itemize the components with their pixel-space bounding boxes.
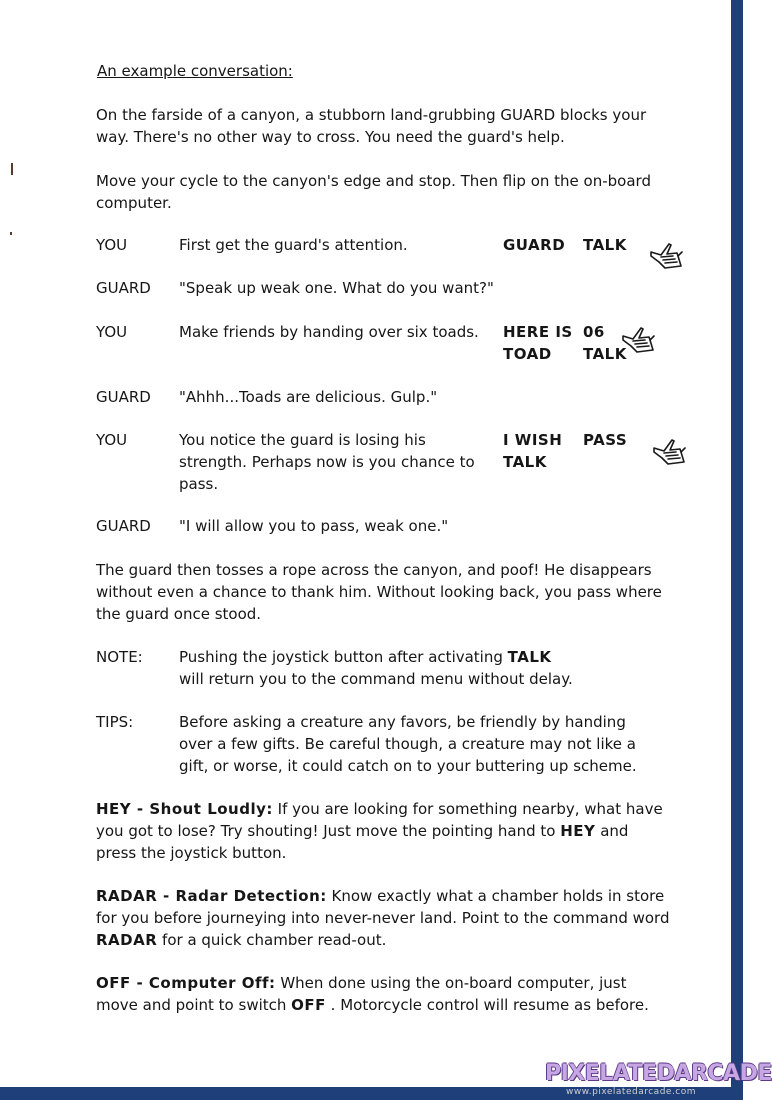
section-title: OFF - Computer Off: [96, 974, 276, 992]
intro-paragraph-2: Move your cycle to the canyon's edge and stop. Then flip on the on-board computer. [96, 172, 651, 212]
watermark-logo: PIXELATEDARCADE [545, 1061, 772, 1086]
section-heading: An example conversation: [97, 62, 293, 80]
command-word: TALK [583, 345, 627, 363]
section-text: and press the joystick button. [96, 822, 629, 862]
speaker-label: YOU [96, 431, 128, 449]
speaker-label: GUARD [96, 517, 151, 535]
dialogue-line: You notice the guard is losing his strength. Perhaps now is you chance to pass. [179, 431, 475, 493]
speaker-label: YOU [96, 323, 128, 341]
section-text: for a quick chamber read-out. [157, 931, 387, 949]
pointing-hand-icon [619, 322, 659, 358]
speaker-label: GUARD [96, 279, 151, 297]
note-text-part: Pushing the joystick button after activating [179, 648, 508, 666]
speaker-label: GUARD [96, 388, 151, 406]
section-text: If you are looking for something nearby, what have you got to lose? Try shouting! Just move the pointing hand to [96, 800, 663, 840]
tips-label: TIPS: [96, 713, 134, 731]
dialogue-line: "Speak up weak one. What do you want?" [179, 279, 494, 297]
note-label: NOTE: [96, 648, 143, 666]
hey-section [96, 798, 666, 864]
section-title: HEY - Shout Loudly: [96, 800, 273, 818]
outro-paragraph: The guard then tosses a rope across the canyon, and poof! He disappears without even a chance to thank him. Without looking back, you pass where the guard once stood. [96, 561, 662, 623]
command-word: RADAR [96, 931, 158, 949]
command-word: TOAD [503, 345, 552, 363]
pointing-hand-icon [647, 238, 687, 274]
section-title: RADAR - Radar Detection: [96, 887, 327, 905]
section-text: Know exactly what a chamber holds in store for you before journeying into never-never land. Point to the command word [96, 887, 670, 927]
dialogue-line: Make friends by handing over six toads. [179, 323, 479, 341]
dialogue-line: "Ahhh...Toads are delicious. Gulp." [179, 388, 438, 406]
dialogue-line: First get the guard's attention. [179, 236, 408, 254]
watermark-url: www.pixelatedarcade.com [566, 1087, 697, 1097]
command-word: HEY [560, 822, 596, 840]
intro-paragraph: On the farside of a canyon, a stubborn land-grubbing GUARD blocks your way. There's no other way to cross. You need the guard's help. [96, 106, 647, 146]
command-word: I WISH [503, 431, 563, 449]
dialogue-line: "I will allow you to pass, weak one." [179, 517, 449, 535]
section-text: When done using the on-board computer, just move and point to switch [96, 974, 627, 1014]
note-text [179, 646, 599, 690]
note-text-part: will return you to the command menu without delay. [179, 670, 573, 688]
command-word: PASS [583, 431, 628, 449]
command-word: TALK [583, 236, 627, 254]
off-section [96, 972, 671, 1016]
command-word: OFF [291, 996, 326, 1014]
radar-section [96, 885, 671, 951]
tips-text: Before asking a creature any favors, be friendly by handing over a few gifts. Be careful though, a creature may not like a gift, or worse, it could catch on to your buttering up scheme. [179, 713, 637, 775]
page-frame-right [731, 0, 743, 1100]
command-word: TALK [503, 453, 547, 471]
command-word: HERE IS [503, 323, 573, 341]
command-word: GUARD [503, 236, 566, 254]
pointing-hand-icon [650, 434, 690, 470]
command-word: 06 [583, 323, 605, 341]
speaker-label: YOU [96, 236, 128, 254]
command-word: TALK [507, 648, 552, 666]
section-text: . Motorcycle control will resume as before. [325, 996, 649, 1014]
